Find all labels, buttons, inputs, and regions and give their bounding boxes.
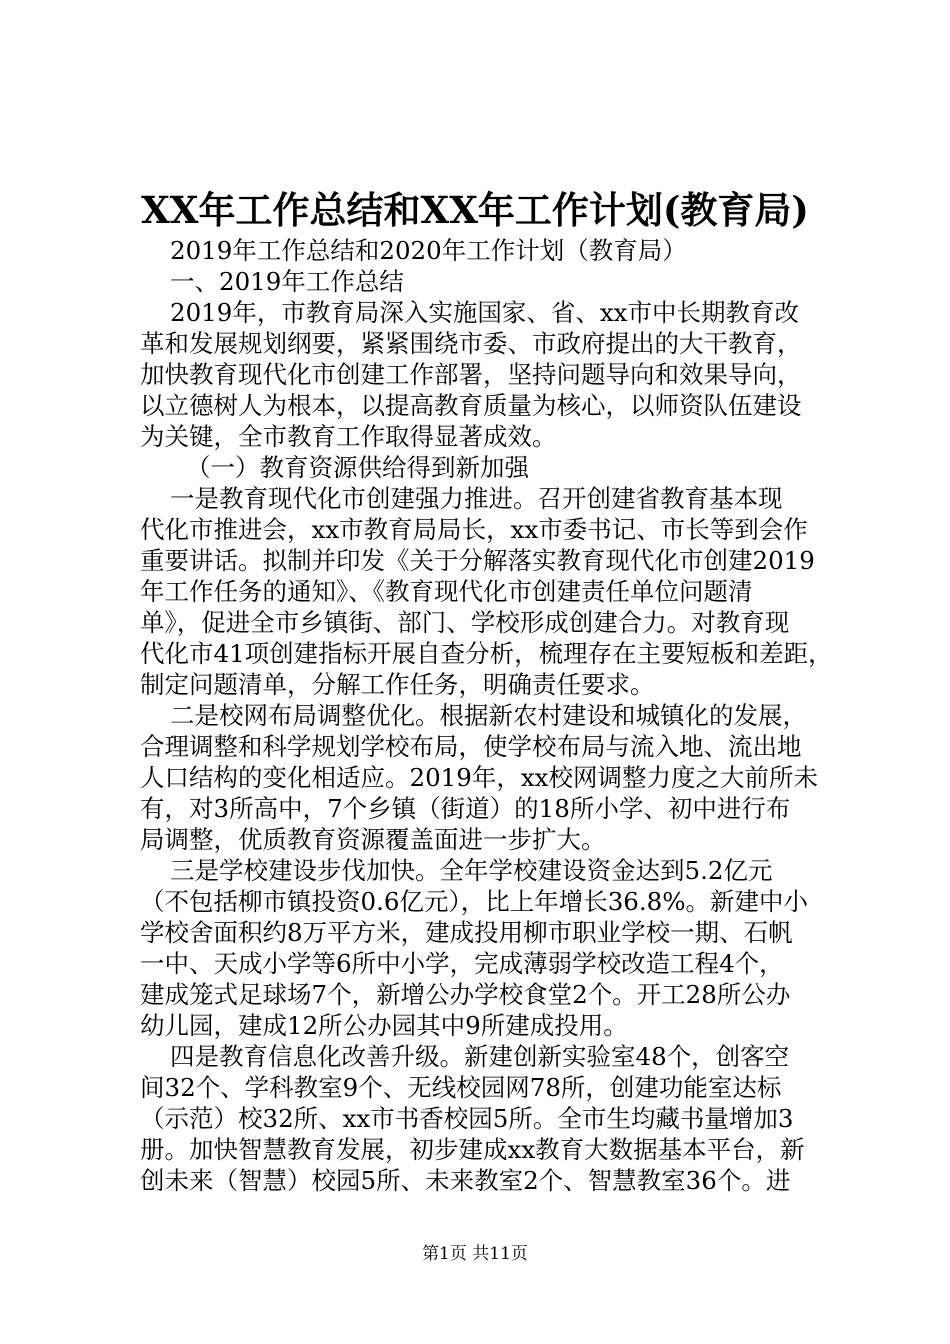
paragraph-line: 代化市推进会，xx市教育局局长，xx市委书记、市长等到会作 — [140, 515, 808, 544]
document-body — [140, 235, 833, 1196]
paragraph-line: 有，对3所高中，7个乡镇（街道）的18所小学、初中进行布 — [140, 794, 791, 823]
page-footer: 第1页 共11页 — [422, 1244, 528, 1264]
section-heading: 一、2019年工作总结 — [170, 267, 404, 296]
paragraph-line: 一中、天成小学等6所中小学，完成薄弱学校改造工程4个， — [140, 949, 784, 978]
paragraph-line: （示范）校32所、xx市书香校园5所。全市生均藏书量增加3 — [140, 1104, 794, 1133]
paragraph-line: 单》，促进全市乡镇街、部门、学校形成创建合力。对教育现 — [140, 608, 790, 637]
paragraph-line: 四是教育信息化改善升级。新建创新实验室48个，创客空 — [170, 1042, 790, 1071]
paragraph-line: 革和发展规划纲要，紧紧围绕市委、市政府提出的大干教育， — [140, 329, 802, 358]
paragraph-line: 创未来（智慧）校园5所、未来教室2个、智慧教室36个。进 — [140, 1166, 791, 1195]
paragraph-line: 间32个、学科教室9个、无线校园网78所，创建功能室达标 — [140, 1073, 782, 1102]
paragraph-line: 加快教育现代化市创建工作部署，坚持问题导向和效果导向， — [140, 360, 802, 389]
paragraph-line: 幼儿园，建成12所公办园其中9所建成投用。 — [140, 1011, 628, 1040]
paragraph-line: （不包括柳市镇投资0.6亿元），比上年增长36.8%。新建中小 — [140, 887, 809, 916]
paragraph-line: 人口结构的变化相适应。2019年，xx校网调整力度之大前所未 — [140, 763, 818, 792]
paragraph-line: 以立德树人为根本，以提高教育质量为核心，以师资队伍建设 — [140, 391, 802, 420]
paragraph-line: 建成笼式足球场7个，新增公办学校食堂2个。开工28所公办 — [140, 980, 791, 1009]
paragraph-line: 制定问题清单，分解工作任务，明确责任要求。 — [140, 670, 655, 699]
paragraph-line: 三是学校建设步伐加快。全年学校建设资金达到5.2亿元 — [170, 856, 773, 885]
paragraph-line: 学校舍面积约8万平方米，建成投用柳市职业学校一期、石帆 — [140, 918, 793, 947]
paragraph-line: 册。加快智慧教育发展，初步建成xx教育大数据基本平台，新 — [140, 1135, 805, 1164]
paragraph-line: 局调整，优质教育资源覆盖面进一步扩大。 — [140, 825, 606, 854]
paragraph-line: 为关键，全市教育工作取得显著成效。 — [140, 422, 557, 451]
paragraph-line: 2019年，市教育局深入实施国家、省、xx市中长期教育改 — [170, 298, 799, 327]
paragraph-line: 年工作任务的通知》、《教育现代化市创建责任单位问题清 — [140, 577, 753, 606]
subtitle-line: 2019年工作总结和2020年工作计划（教育局） — [170, 236, 687, 265]
document-title: XX年工作总结和XX年工作计划(教育局) — [141, 188, 809, 232]
paragraph-line: 代化市41项创建指标开展自查分析，梳理存在主要短板和差距， — [140, 639, 833, 668]
paragraph-line: 合理调整和科学规划学校布局，使学校布局与流入地、流出地 — [140, 732, 802, 761]
paragraph-line: 重要讲话。拟制并印发《关于分解落实教育现代化市创建2019 — [140, 546, 815, 575]
paragraph-line: 二是校网布局调整优化。根据新农村建设和城镇化的发展， — [170, 701, 807, 730]
paragraph-line: 一是教育现代化市创建强力推进。召开创建省教育基本现 — [170, 484, 783, 513]
subsection-heading: （一）教育资源供给得到新加强 — [186, 453, 529, 482]
